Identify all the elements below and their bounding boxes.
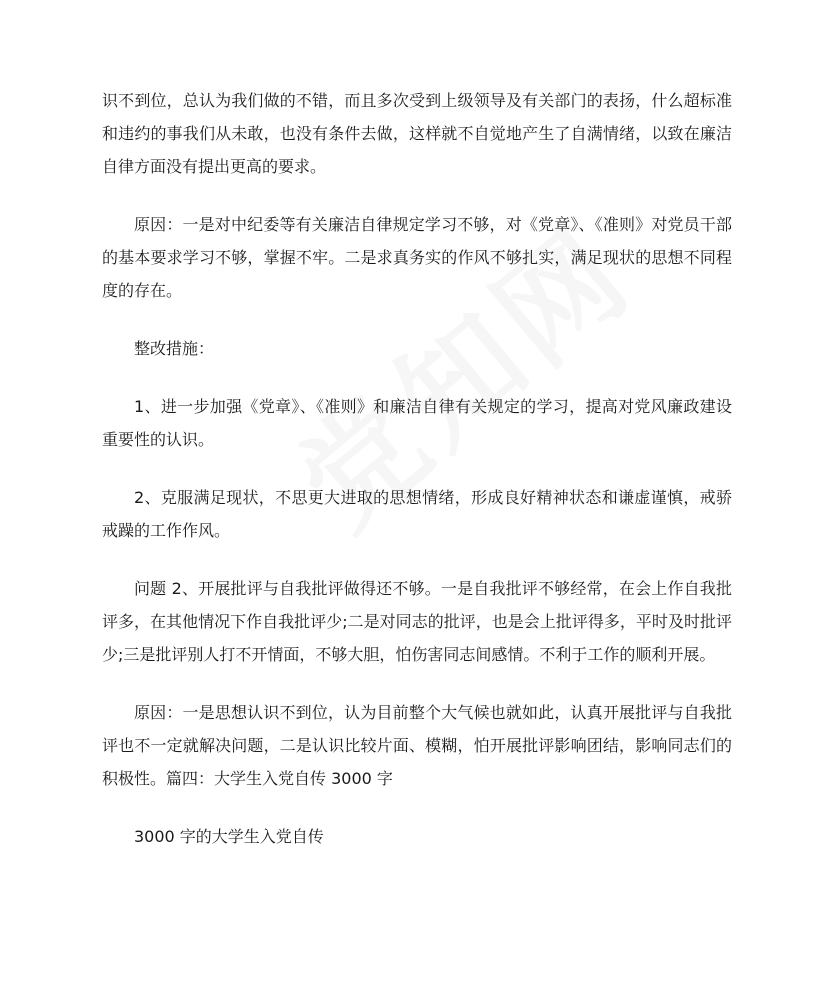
paragraph-section-title: 3000 字的大学生入党自传 <box>134 827 324 846</box>
paragraph-cause-2: 原因：一是思想认识不到位，认为目前整个大气候也就如此，认真开展批评与自我批评也不一定就解决问题，二是认识比较片面、模糊，怕开展批评影响团结，影响同志们的积极性。篇四：大学生入党自传 3000 字 <box>102 703 732 788</box>
paragraph-problem-2: 问题 2、开展批评与自我批评做得还不够。一是自我批评不够经常，在会上作自我批评多，在其他情况下作自我批评少;二是对同志的批评，也是会上批评得多，平时及时批评少;三是批评别人打不开情面，不够大胆，怕伤害同志间感情。不利于工作的顺利开展。 <box>102 579 732 664</box>
paragraph-continuation: 识不到位，总认为我们做的不错，而且多次受到上级领导及有关部门的表扬，什么超标准和违约的事我们从未敢，也没有条件去做，这样就不自觉地产生了自满情绪，以致在廉洁自律方面没有提出更高的要求。 <box>102 91 732 176</box>
document-body <box>102 84 732 853</box>
paragraph-cause-1: 原因：一是对中纪委等有关廉洁自律规定学习不够，对《党章》、《准则》对党员干部的基本要求学习不够，掌握不牢。二是求真务实的作风不够扎实，满足现状的思想不同程度的存在。 <box>102 215 732 300</box>
paragraph-measures-heading: 整改措施： <box>134 339 215 358</box>
paragraph-measure-1: 1、进一步加强《党章》、《准则》和廉洁自律有关规定的学习，提高对党风廉政建设重要性的认识。 <box>102 397 732 449</box>
paragraph-measure-2: 2、克服满足现状，不思更大进取的思想情绪，形成良好精神状态和谦虚谨慎，戒骄戒躁的工作作风。 <box>102 488 732 540</box>
